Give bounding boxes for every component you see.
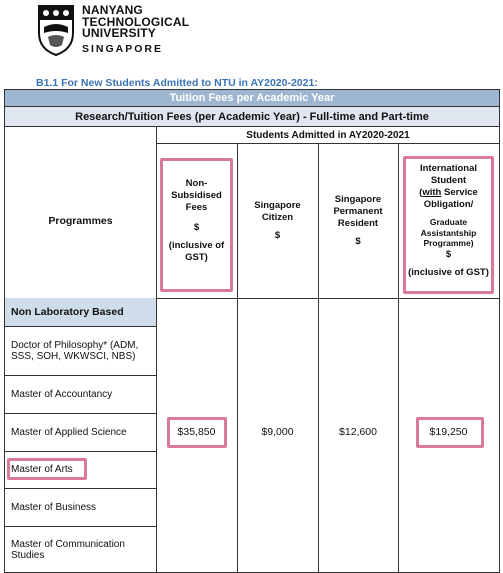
column-divider: [318, 144, 319, 573]
header-line: Graduate: [429, 217, 468, 228]
header-line: Citizen: [261, 212, 294, 223]
programme-label: Master of Business: [11, 501, 97, 513]
university-name-line: UNIVERSITY: [82, 26, 157, 40]
students-admitted-header: Students Admitted in AY2020-2021: [156, 127, 499, 144]
category-label: Non Laboratory Based: [5, 298, 156, 326]
programme-row: [5, 489, 156, 526]
header-line: (inclusive of: [168, 240, 225, 251]
section-title: B1.1 For New Students Admitted to NTU in AY2020-2021:: [36, 77, 318, 89]
header-line: Singapore: [254, 200, 301, 211]
programmes-header: Programmes: [48, 215, 113, 227]
highlight-box: [403, 156, 494, 294]
header-line: $: [355, 236, 361, 247]
header-line: Singapore: [334, 194, 382, 205]
programme-label: Master of Applied Science: [11, 426, 127, 438]
header-line: Assistantship: [420, 227, 477, 238]
header-line: Permanent: [333, 206, 383, 217]
citizen-header: [237, 144, 318, 298]
university-name: [82, 5, 189, 40]
fees-table: [4, 89, 500, 573]
header-line: Obligation/: [423, 199, 474, 211]
header-line: Non-: [185, 178, 208, 189]
programme-label: Master of Communication Studies: [11, 538, 125, 561]
header-line: GST): [185, 252, 208, 263]
ntu-logo: [36, 3, 236, 59]
programme-row: [5, 527, 156, 573]
highlight-box: [160, 158, 233, 292]
highlight-box: [416, 417, 484, 448]
highlight-box: [167, 417, 227, 448]
programme-row: [5, 327, 156, 375]
programme-label: Master of Arts: [11, 464, 73, 476]
fee-pr: $12,600: [339, 426, 377, 438]
programme-row: [5, 376, 156, 413]
table-band-subtitle: Research/Tuition Fees (per Academic Year) - Full-time and Part-time: [5, 107, 499, 127]
header-line: International: [419, 163, 477, 175]
column-divider: [156, 144, 157, 573]
header-line: Fees: [185, 202, 208, 213]
header-line: $: [193, 222, 200, 233]
table-band-title: Tuition Fees per Academic Year: [5, 90, 499, 107]
header-underlined: with: [422, 187, 442, 199]
header-line: Programme): [423, 238, 474, 249]
highlight-box: [7, 458, 87, 480]
header-line: Resident: [337, 218, 379, 229]
programme-label: Master of Accountancy: [11, 388, 113, 400]
column-divider: [398, 144, 399, 573]
fee-non-subsidised: $35,850: [177, 426, 216, 438]
ntu-crest-icon: [36, 3, 76, 57]
university-name-line: TECHNOLOGICAL: [82, 14, 190, 29]
programme-row: [5, 414, 156, 451]
fee-citizen: $9,000: [261, 426, 294, 438]
header-fragment: Service: [441, 187, 478, 199]
programme-label: Doctor of Philosophy* (ADM, SSS, SOH, WKWSCI, NBS): [11, 339, 139, 362]
header-line: $: [445, 248, 452, 260]
header-line: Subsidised: [171, 190, 222, 201]
fee-international: $19,250: [429, 426, 468, 438]
column-divider: [237, 144, 238, 573]
university-location: SINGAPORE: [82, 43, 164, 55]
pr-header: [318, 144, 398, 298]
header-line: (inclusive of GST): [408, 266, 489, 278]
header-line: Student: [430, 175, 467, 187]
header-line: $: [274, 230, 281, 241]
university-name-line: NANYANG: [82, 3, 143, 17]
header-line: (with Service: [419, 187, 478, 199]
